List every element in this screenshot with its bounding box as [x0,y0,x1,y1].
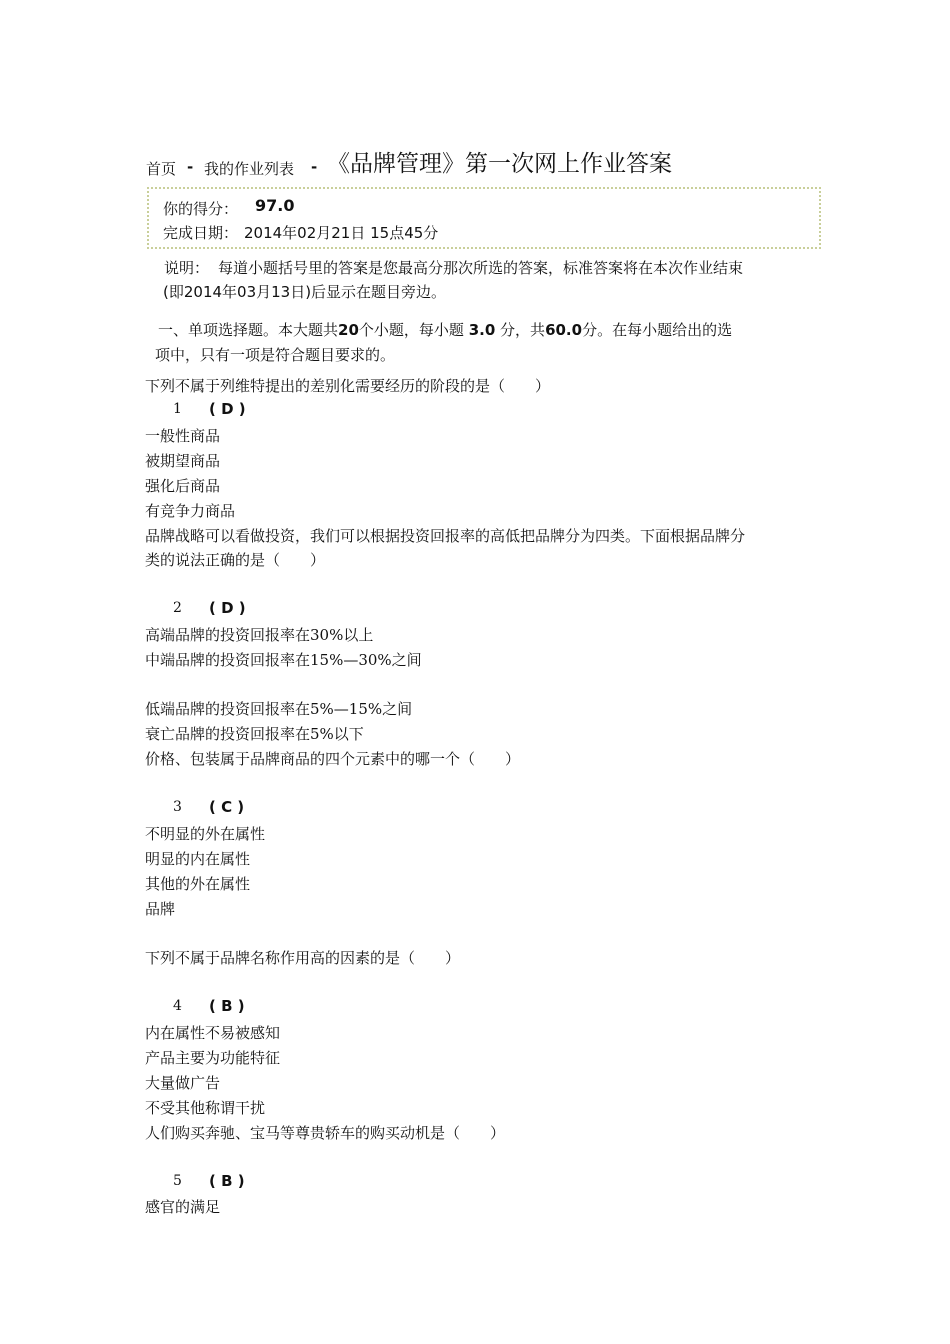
breadcrumb-separator: - [311,158,318,176]
answer-label: ( C ) [209,798,245,816]
option: 衰亡品牌的投资回报率在5%以下 [145,725,364,743]
points-total: 60.0 [545,321,583,339]
question-text: 品牌战略可以看做投资，我们可以根据投资回报率的高低把品牌分为四类。下面根据品牌分 [145,527,746,545]
note-text-line1: 每道小题括号里的答案是您最高分那次所选的答案，标准答案将在本次作业结束 [218,259,744,277]
option: 有竞争力商品 [145,502,236,520]
score-value: 97.0 [255,196,295,215]
page-title: 《品牌管理》第一次网上作业答案 [327,151,672,177]
question-text: 人们购买奔驰、宝马等尊贵轿车的购买动机是（ ） [145,1124,506,1142]
breadcrumb-home[interactable]: 首页 [146,160,177,178]
breadcrumb-separator: - [187,158,194,176]
option: 低端品牌的投资回报率在5%—15%之间 [145,700,413,718]
note-text-line2: (即2014年03月13日)后显示在题目旁边。 [163,283,447,301]
answer-label: ( D ) [209,599,246,617]
points-each: 3.0 [468,321,496,339]
score-label: 你的得分： [163,200,239,218]
section-text: 分。在每小题给出的选 [582,321,733,339]
question-number: 2 [173,600,182,616]
question-text: 下列不属于列维特提出的差别化需要经历的阶段的是（ ） [145,377,551,395]
completion-date-label: 完成日期： [163,224,239,242]
question-count: 20 [338,321,359,339]
option: 被期望商品 [145,452,221,470]
option: 内在属性不易被感知 [145,1024,281,1042]
option: 品牌 [145,900,176,918]
question-number: 5 [173,1173,182,1189]
completion-date-value: 2014年02月21日 15点45分 [244,224,439,242]
question-text: 价格、包装属于品牌商品的四个元素中的哪一个（ ） [145,750,521,768]
option: 一般性商品 [145,427,221,445]
section-heading-line1 [158,319,732,340]
option: 其他的外在属性 [145,875,251,893]
option: 不受其他称谓干扰 [145,1099,266,1117]
option: 中端品牌的投资回报率在15%—30%之间 [145,651,422,669]
option: 感官的满足 [145,1198,221,1216]
section-heading-line2: 项中，只有一项是符合题目要求的。 [155,346,396,364]
breadcrumb-homework-list[interactable]: 我的作业列表 [204,160,295,178]
question-text: 类的说法正确的是（ ） [145,551,326,569]
option: 大量做广告 [145,1074,221,1092]
section-text: 一、单项选择题。本大题共 [158,321,339,339]
option: 强化后商品 [145,477,221,495]
answer-label: ( B ) [209,997,245,1015]
option: 不明显的外在属性 [145,825,266,843]
question-number: 3 [173,799,182,815]
question-number: 4 [173,998,182,1014]
note-label: 说明： [164,259,210,277]
answer-label: ( D ) [209,400,246,418]
option: 产品主要为功能特征 [145,1049,281,1067]
option: 明显的内在属性 [145,850,251,868]
section-text: 分，共 [500,321,546,339]
question-number: 1 [173,401,182,417]
question-text: 下列不属于品牌名称作用高的因素的是（ ） [145,949,461,967]
option: 高端品牌的投资回报率在30%以上 [145,626,374,644]
answer-label: ( B ) [209,1172,245,1190]
section-text: 个小题，每小题 [358,321,464,339]
